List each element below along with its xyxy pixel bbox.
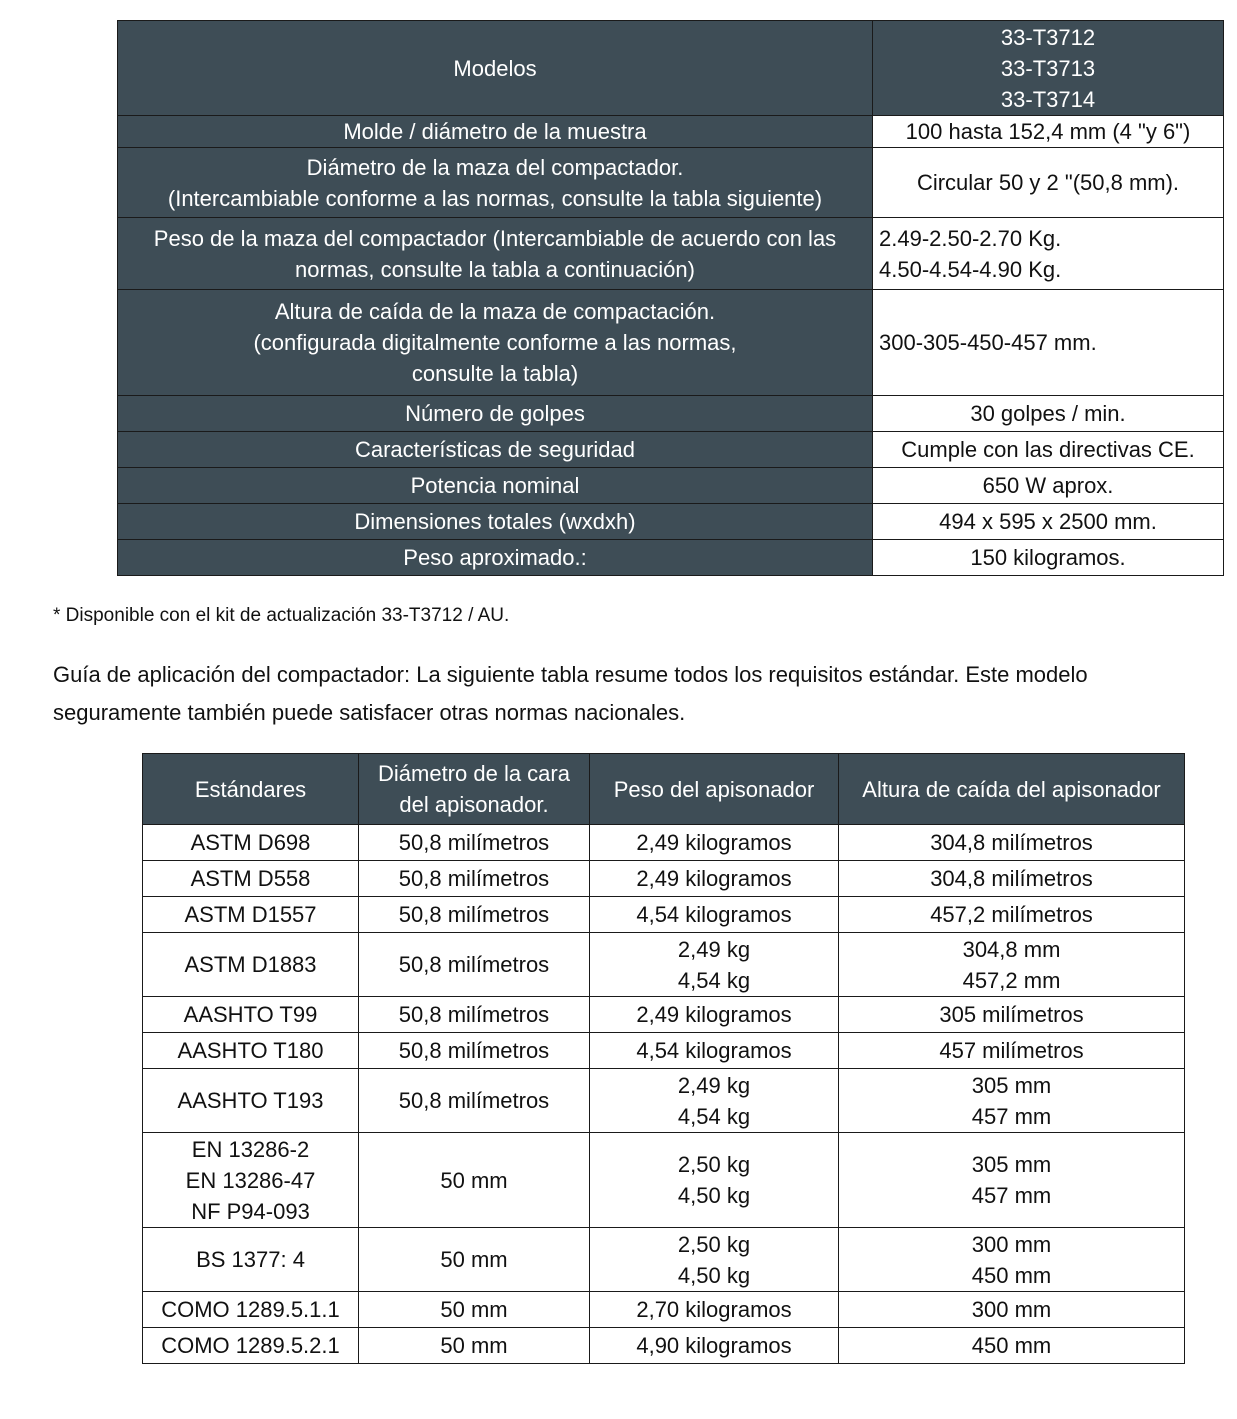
table-cell [590, 1069, 839, 1133]
table-cell [359, 861, 590, 897]
spec-row [118, 218, 1224, 290]
table-row [143, 1328, 1185, 1364]
cell-line: 2,49 kg [677, 936, 751, 962]
models-label: Modelos [118, 21, 873, 116]
cell-line: 50 mm [440, 1297, 508, 1322]
table-cell [839, 933, 1185, 997]
cell-line: 2,49 kilogramos [636, 830, 792, 855]
cell-line: Circular 50 y 2 "(50,8 mm). [916, 170, 1180, 195]
cell-line: 2.49-2.50-2.70 Kg. [879, 225, 1062, 251]
table-cell [143, 1133, 359, 1228]
model-code: 33-T3713 [1000, 55, 1096, 81]
cell-line: 50,8 milímetros [398, 866, 550, 891]
cell-line: 50,8 milímetros [398, 830, 550, 855]
spec-label [118, 290, 873, 396]
cell-line: 650 W aprox. [982, 473, 1114, 498]
cell-line: normas, consulte la tabla a continuación) [295, 256, 695, 282]
cell-line: 4,54 kg [677, 967, 751, 993]
spec-value [873, 148, 1224, 218]
cell-line: 50,8 milímetros [398, 1002, 550, 1027]
table-row [143, 861, 1185, 897]
cell-line: 305 milímetros [939, 1002, 1084, 1027]
spec-label [118, 432, 873, 468]
spec-label [118, 396, 873, 432]
table-cell [590, 861, 839, 897]
table-cell [143, 1069, 359, 1133]
cell-line: Altura de caída de la maza de compactación. [274, 299, 716, 324]
cell-line: Diámetro de la maza del compactador. [306, 154, 684, 180]
column-header [359, 754, 590, 825]
cell-line: ASTM D558 [190, 866, 311, 891]
column-header [143, 754, 359, 825]
table-cell [143, 861, 359, 897]
cell-line: 50 mm [440, 1247, 508, 1272]
cell-line: Número de golpes [405, 401, 585, 426]
spec-value [873, 468, 1224, 504]
cell-line: Características de seguridad [354, 437, 636, 462]
table-cell [359, 897, 590, 933]
cell-line: AASHTO T180 [177, 1038, 324, 1063]
table-cell [143, 933, 359, 997]
cell-line: NF P94-093 [191, 1198, 310, 1224]
cell-line: 2,49 kg [677, 1072, 751, 1098]
spec-value [873, 218, 1224, 290]
spec-value [873, 432, 1224, 468]
table-row [143, 1069, 1185, 1133]
cell-line: COMO 1289.5.2.1 [161, 1333, 340, 1358]
cell-line: 300 mm [971, 1297, 1052, 1322]
standards-table [142, 753, 1185, 1364]
cell-line: 305 mm [971, 1152, 1052, 1177]
table-cell [143, 1292, 359, 1328]
table-cell [143, 1033, 359, 1069]
table-cell [590, 1292, 839, 1328]
table-cell [359, 1292, 590, 1328]
table-cell [359, 1069, 590, 1133]
application-guide-text: Guía de aplicación del compactador: La siguiente tabla resume todos los requisitos estándar. Este modelo seguramente también puede satisfacer otras normas nacionales. [53, 662, 1088, 725]
column-header [590, 754, 839, 825]
cell-line: consulte la tabla) [411, 361, 579, 386]
cell-line: 300-305-450-457 mm. [879, 330, 1097, 355]
cell-line: 304,8 milímetros [930, 866, 1093, 891]
cell-line: 100 hasta 152,4 mm (4 "y 6") [905, 119, 1191, 144]
cell-line: 4,50 kg [677, 1262, 751, 1288]
table-cell [143, 1328, 359, 1364]
spec-value [873, 540, 1224, 576]
spec-row [118, 290, 1224, 396]
table-cell [590, 933, 839, 997]
specifications-table [117, 20, 1224, 576]
cell-line: 304,8 mm [962, 936, 1061, 962]
spec-row [118, 116, 1224, 148]
cell-line: 50 mm [440, 1333, 508, 1358]
cell-line: 457 mm [971, 1183, 1052, 1208]
cell-line: 304,8 milímetros [930, 830, 1093, 855]
table-cell [143, 1228, 359, 1292]
cell-line: 50,8 milímetros [398, 1038, 550, 1063]
cell-line: 305 mm [971, 1072, 1052, 1098]
table-cell [590, 825, 839, 861]
standards-header-row [143, 754, 1185, 825]
table-cell [359, 997, 590, 1033]
cell-line: 30 golpes / min. [970, 401, 1126, 426]
table-cell [590, 1133, 839, 1228]
cell-line: ASTM D1557 [184, 902, 317, 927]
cell-line: 4.50-4.54-4.90 Kg. [879, 256, 1062, 282]
spec-label [118, 218, 873, 290]
column-header [839, 754, 1185, 825]
cell-line: Dimensiones totales (wxdxh) [354, 509, 636, 534]
table-cell [839, 1328, 1185, 1364]
models-row [118, 21, 1224, 116]
cell-line: Diámetro de la cara [378, 761, 570, 786]
table-cell [590, 997, 839, 1033]
cell-line: Peso del apisonador [613, 776, 815, 802]
spec-value [873, 116, 1224, 148]
cell-line: 494 x 595 x 2500 mm. [939, 509, 1157, 534]
cell-line: Altura de caída del apisonador [862, 776, 1161, 802]
cell-line: AASHTO T99 [183, 1002, 318, 1027]
cell-line: AASHTO T193 [177, 1088, 324, 1113]
cell-line: 50,8 milímetros [398, 1088, 550, 1113]
table-cell [359, 933, 590, 997]
table-cell [590, 1228, 839, 1292]
cell-line: COMO 1289.5.1.1 [161, 1297, 340, 1322]
cell-line: Peso aproximado.: [403, 545, 587, 570]
table-cell [143, 997, 359, 1033]
cell-line: 4,54 kilogramos [636, 1038, 792, 1063]
table-cell [590, 1328, 839, 1364]
cell-line: (Intercambiable conforme a las normas, consulte la tabla siguiente) [167, 185, 823, 211]
cell-line: 2,50 kg [677, 1152, 751, 1177]
cell-line: 457,2 milímetros [930, 902, 1093, 927]
spec-row [118, 148, 1224, 218]
spec-row [118, 432, 1224, 468]
table-cell [590, 897, 839, 933]
cell-line: 4,54 kilogramos [636, 902, 792, 927]
table-cell [143, 897, 359, 933]
cell-line: Cumple con las directivas CE. [901, 437, 1195, 462]
cell-line: 2,50 kg [677, 1231, 751, 1257]
table-row [143, 1292, 1185, 1328]
cell-line: 450 mm [971, 1333, 1052, 1358]
spec-row [118, 504, 1224, 540]
model-code: 33-T3714 [1000, 86, 1096, 112]
cell-line: 4,90 kilogramos [636, 1333, 792, 1358]
specifications-table-body [118, 21, 1224, 576]
table-cell [359, 1033, 590, 1069]
cell-line: EN 13286-2 [191, 1136, 310, 1162]
cell-line: 2,49 kilogramos [636, 1002, 792, 1027]
cell-line: 450 mm [971, 1262, 1052, 1288]
cell-line: Estándares [194, 776, 307, 802]
spec-row [118, 468, 1224, 504]
table-row [143, 897, 1185, 933]
table-cell [839, 825, 1185, 861]
cell-line: 300 mm [971, 1231, 1052, 1257]
cell-line: 150 kilogramos. [970, 545, 1126, 570]
spec-value [873, 290, 1224, 396]
cell-line: ASTM D1883 [184, 952, 317, 977]
table-row [143, 1228, 1185, 1292]
cell-line: Molde / diámetro de la muestra [343, 119, 647, 144]
table-cell [839, 861, 1185, 897]
table-cell [359, 1133, 590, 1228]
table-cell [359, 825, 590, 861]
spec-label [118, 116, 873, 148]
table-cell [839, 1228, 1185, 1292]
cell-line: del apisonador. [399, 792, 549, 817]
cell-line: 2,49 kilogramos [636, 866, 792, 891]
spec-label [118, 504, 873, 540]
table-cell [590, 1033, 839, 1069]
spec-value [873, 504, 1224, 540]
model-code: 33-T3712 [1000, 24, 1096, 50]
table-cell [359, 1328, 590, 1364]
cell-line: 2,70 kilogramos [636, 1297, 792, 1322]
table-cell [839, 1133, 1185, 1228]
cell-line: 4,50 kg [677, 1183, 751, 1208]
cell-line: (configurada digitalmente conforme a las normas, [253, 330, 737, 355]
cell-line: BS 1377: 4 [196, 1247, 305, 1272]
cell-line: 457,2 mm [962, 967, 1061, 993]
table-cell [839, 1069, 1185, 1133]
models-list [873, 21, 1224, 116]
cell-line: ASTM D698 [190, 830, 311, 855]
cell-line: 50 mm [440, 1167, 508, 1193]
spec-label [118, 540, 873, 576]
table-row [143, 997, 1185, 1033]
table-cell [839, 1292, 1185, 1328]
standards-table-body [143, 825, 1185, 1364]
cell-line: Peso de la maza del compactador (Intercambiable de acuerdo con las [153, 225, 837, 251]
spec-row [118, 540, 1224, 576]
spec-label [118, 468, 873, 504]
footnote: * Disponible con el kit de actualización 33-T3712 / AU. [53, 605, 510, 626]
spec-value [873, 396, 1224, 432]
table-row [143, 1133, 1185, 1228]
cell-line: 457 mm [971, 1103, 1052, 1129]
table-cell [359, 1228, 590, 1292]
cell-line: Potencia nominal [410, 473, 580, 498]
cell-line: 457 milímetros [939, 1038, 1084, 1063]
table-cell [839, 897, 1185, 933]
table-row [143, 825, 1185, 861]
spec-label [118, 148, 873, 218]
cell-line: 50,8 milímetros [398, 952, 550, 977]
table-row [143, 933, 1185, 997]
table-cell [839, 997, 1185, 1033]
table-cell [839, 1033, 1185, 1069]
table-row [143, 1033, 1185, 1069]
cell-line: EN 13286-47 [185, 1167, 316, 1193]
cell-line: 4,54 kg [677, 1103, 751, 1129]
spec-row [118, 396, 1224, 432]
table-cell [143, 825, 359, 861]
cell-line: 50,8 milímetros [398, 902, 550, 927]
